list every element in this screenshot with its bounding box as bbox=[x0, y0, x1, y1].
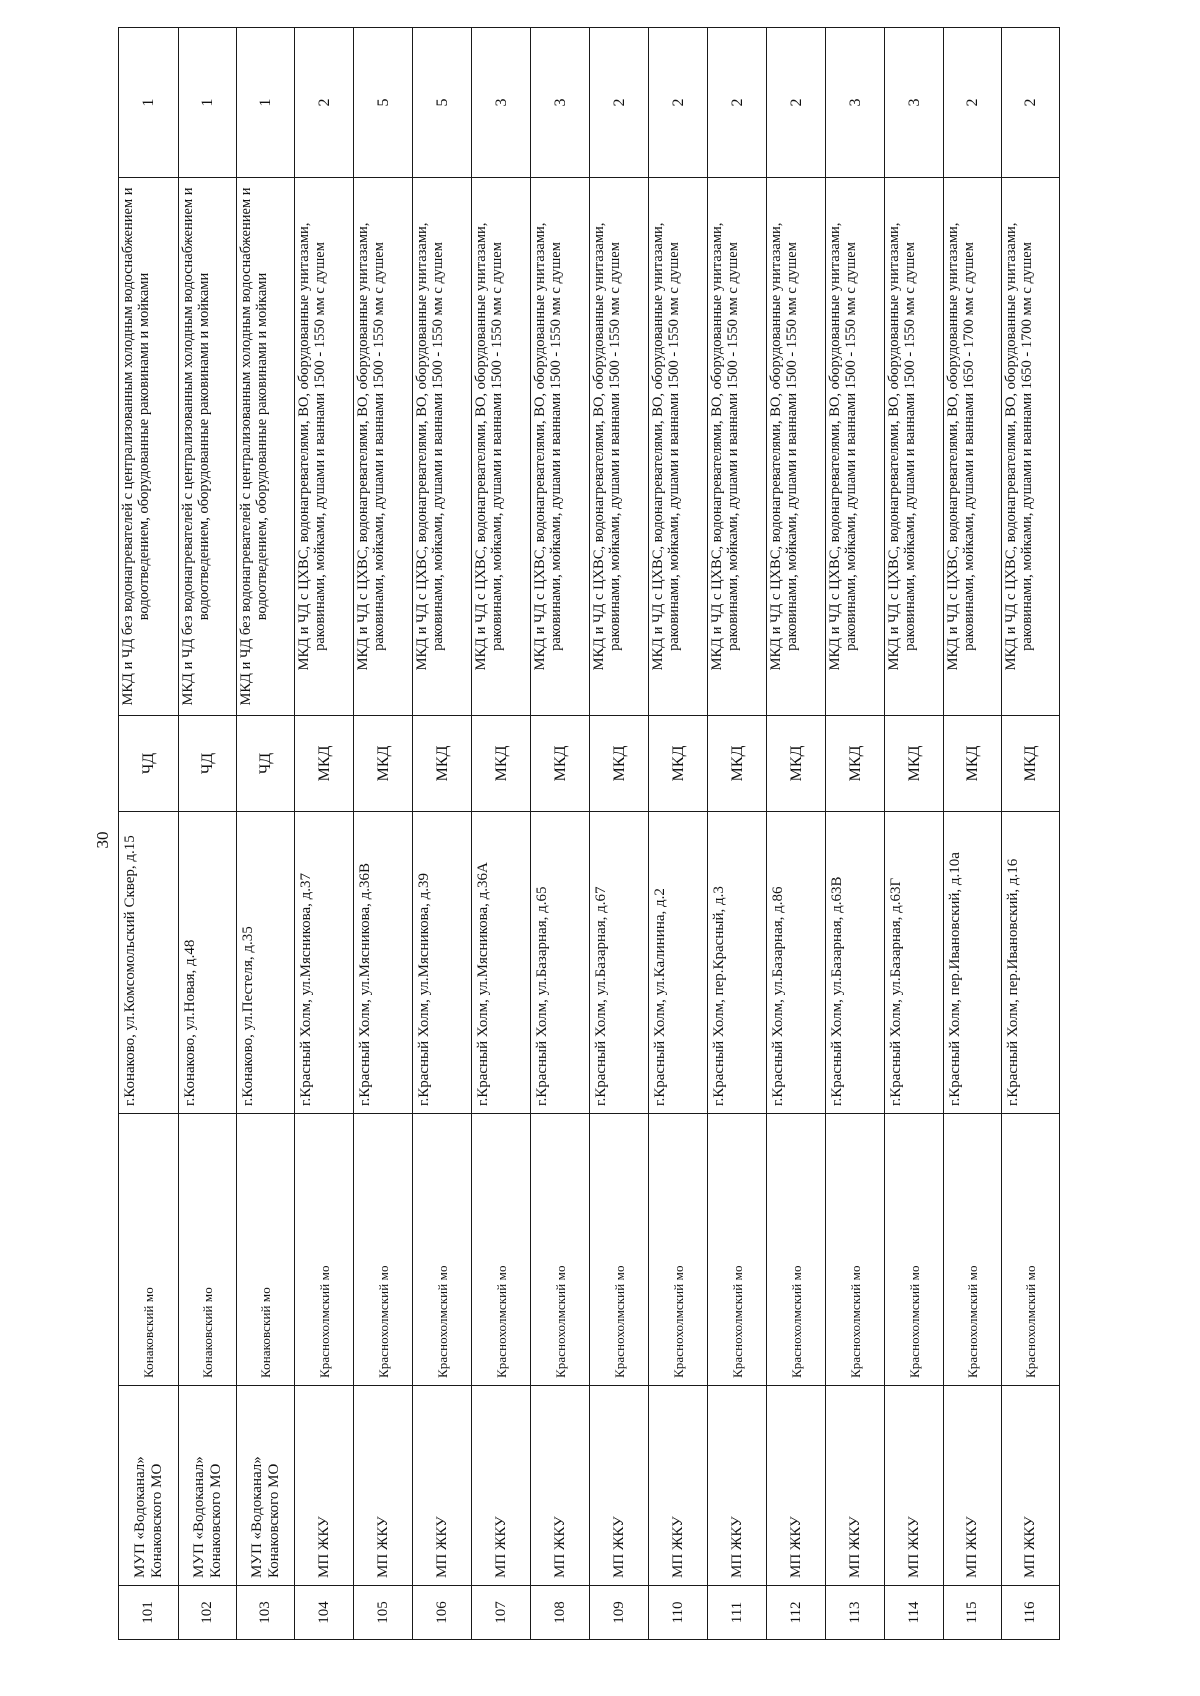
count-cell: 3 bbox=[472, 28, 531, 178]
equipment-description-cell: МКД и ЧД с ЦХВС, водонагревателями, ВО, оборудованные унитазами, раковинами, мойками, душами и ваннами 1500 - 1550 мм с душем bbox=[767, 178, 826, 716]
equipment-description-cell: МКД и ЧД без водонагревателей с централизованным холодным водоснабжением и водоотведением, оборудованные раковинами и мойками bbox=[237, 178, 295, 716]
row-number-cell: 112 bbox=[767, 1586, 826, 1640]
equipment-description-cell: МКД и ЧД с ЦХВС, водонагревателями, ВО, оборудованные унитазами, раковинами, мойками, душами и ваннами 1500 - 1550 мм с душем bbox=[885, 178, 944, 716]
address-cell: г.Красный Холм, ул.Базарная, д.63Г bbox=[885, 812, 944, 1114]
municipality-cell: Краснохолмский мо bbox=[354, 1114, 413, 1386]
table-row bbox=[944, 28, 1002, 1640]
equipment-description-cell: МКД и ЧД с ЦХВС, водонагревателями, ВО, оборудованные унитазами, раковинами, мойками, душами и ваннами 1500 - 1550 мм с душем bbox=[590, 178, 649, 716]
buildings-table bbox=[118, 27, 1060, 1640]
table-row bbox=[531, 28, 590, 1640]
table-row bbox=[413, 28, 472, 1640]
building-type-cell: МКД bbox=[649, 716, 708, 812]
table-row bbox=[237, 28, 295, 1640]
count-cell: 2 bbox=[649, 28, 708, 178]
organization-cell: МП ЖКУ bbox=[708, 1386, 767, 1586]
table-row bbox=[472, 28, 531, 1640]
row-number-cell: 109 bbox=[590, 1586, 649, 1640]
organization-cell: МП ЖКУ bbox=[354, 1386, 413, 1586]
address-cell: г.Конаково, ул.Пестеля, д.35 bbox=[237, 812, 295, 1114]
municipality-cell: Краснохолмский мо bbox=[885, 1114, 944, 1386]
equipment-description-cell: МКД и ЧД без водонагревателей с централизованным холодным водоснабжением и водоотведением, оборудованные раковинами и мойками bbox=[119, 178, 179, 716]
table-row bbox=[179, 28, 237, 1640]
address-cell: г.Красный Холм, пер.Красный, д.3 bbox=[708, 812, 767, 1114]
equipment-description-cell: МКД и ЧД без водонагревателей с централизованным холодным водоснабжением и водоотведением, оборудованные раковинами и мойками bbox=[179, 178, 237, 716]
count-cell: 2 bbox=[295, 28, 354, 178]
municipality-cell: Конаковский мо bbox=[237, 1114, 295, 1386]
row-number-cell: 105 bbox=[354, 1586, 413, 1640]
row-number-cell: 104 bbox=[295, 1586, 354, 1640]
organization-cell: МУП «Водоканал» Конаковского МО bbox=[119, 1386, 179, 1586]
table-row bbox=[295, 28, 354, 1640]
address-cell: г.Красный Холм, ул.Калинина, д.2 bbox=[649, 812, 708, 1114]
count-cell: 1 bbox=[237, 28, 295, 178]
address-cell: г.Красный Холм, пер.Ивановский, д.10а bbox=[944, 812, 1002, 1114]
row-number-cell: 101 bbox=[119, 1586, 179, 1640]
table-row bbox=[826, 28, 885, 1640]
equipment-description-cell: МКД и ЧД с ЦХВС, водонагревателями, ВО, оборудованные унитазами, раковинами, мойками, душами и ваннами 1650 - 1700 мм с душем bbox=[1002, 178, 1060, 716]
building-type-cell: МКД bbox=[590, 716, 649, 812]
building-type-cell: МКД bbox=[944, 716, 1002, 812]
count-cell: 2 bbox=[708, 28, 767, 178]
building-type-cell: ЧД bbox=[179, 716, 237, 812]
equipment-description-cell: МКД и ЧД с ЦХВС, водонагревателями, ВО, оборудованные унитазами, раковинами, мойками, душами и ваннами 1500 - 1550 мм с душем bbox=[531, 178, 590, 716]
rotated-table-wrapper bbox=[118, 28, 1058, 1640]
building-type-cell: МКД bbox=[826, 716, 885, 812]
address-cell: г.Красный Холм, ул.Базарная, д.63В bbox=[826, 812, 885, 1114]
equipment-description-cell: МКД и ЧД с ЦХВС, водонагревателями, ВО, оборудованные унитазами, раковинами, мойками, душами и ваннами 1500 - 1550 мм с душем bbox=[649, 178, 708, 716]
address-cell: г.Красный Холм, ул.Базарная, д.65 bbox=[531, 812, 590, 1114]
count-cell: 3 bbox=[826, 28, 885, 178]
row-number-cell: 111 bbox=[708, 1586, 767, 1640]
row-number-cell: 116 bbox=[1002, 1586, 1060, 1640]
organization-cell: МП ЖКУ bbox=[413, 1386, 472, 1586]
organization-cell: МП ЖКУ bbox=[767, 1386, 826, 1586]
municipality-cell: Краснохолмский мо bbox=[708, 1114, 767, 1386]
table-row bbox=[767, 28, 826, 1640]
organization-cell: МП ЖКУ bbox=[531, 1386, 590, 1586]
equipment-description-cell: МКД и ЧД с ЦХВС, водонагревателями, ВО, оборудованные унитазами, раковинами, мойками, душами и ваннами 1500 - 1550 мм с душем bbox=[295, 178, 354, 716]
building-type-cell: МКД bbox=[885, 716, 944, 812]
equipment-description-cell: МКД и ЧД с ЦХВС, водонагревателями, ВО, оборудованные унитазами, раковинами, мойками, душами и ваннами 1650 - 1700 мм с душем bbox=[944, 178, 1002, 716]
municipality-cell: Конаковский мо bbox=[179, 1114, 237, 1386]
organization-cell: МП ЖКУ bbox=[472, 1386, 531, 1586]
building-type-cell: МКД bbox=[295, 716, 354, 812]
building-type-cell: ЧД bbox=[237, 716, 295, 812]
municipality-cell: Краснохолмский мо bbox=[413, 1114, 472, 1386]
building-type-cell: МКД bbox=[531, 716, 590, 812]
organization-cell: МП ЖКУ bbox=[295, 1386, 354, 1586]
count-cell: 2 bbox=[1002, 28, 1060, 178]
row-number-cell: 113 bbox=[826, 1586, 885, 1640]
address-cell: г.Красный Холм, пер.Ивановский, д.16 bbox=[1002, 812, 1060, 1114]
organization-cell: МП ЖКУ bbox=[649, 1386, 708, 1586]
municipality-cell: Краснохолмский мо bbox=[1002, 1114, 1060, 1386]
organization-cell: МП ЖКУ bbox=[944, 1386, 1002, 1586]
equipment-description-cell: МКД и ЧД с ЦХВС, водонагревателями, ВО, оборудованные унитазами, раковинами, мойками, душами и ваннами 1500 - 1550 мм с душем bbox=[413, 178, 472, 716]
organization-cell: МУП «Водоканал» Конаковского МО bbox=[179, 1386, 237, 1586]
table-row bbox=[1002, 28, 1060, 1640]
table-row bbox=[119, 28, 179, 1640]
table-body bbox=[119, 28, 1060, 1640]
row-number-cell: 110 bbox=[649, 1586, 708, 1640]
count-cell: 3 bbox=[885, 28, 944, 178]
municipality-cell: Краснохолмский мо bbox=[649, 1114, 708, 1386]
row-number-cell: 107 bbox=[472, 1586, 531, 1640]
municipality-cell: Краснохолмский мо bbox=[767, 1114, 826, 1386]
table-row bbox=[590, 28, 649, 1640]
address-cell: г.Красный Холм, ул.Мясникова, д.37 bbox=[295, 812, 354, 1114]
municipality-cell: Конаковский мо bbox=[119, 1114, 179, 1386]
row-number-cell: 108 bbox=[531, 1586, 590, 1640]
municipality-cell: Краснохолмский мо bbox=[826, 1114, 885, 1386]
row-number-cell: 114 bbox=[885, 1586, 944, 1640]
address-cell: г.Красный Холм, ул.Мясникова, д.36А bbox=[472, 812, 531, 1114]
municipality-cell: Краснохолмский мо bbox=[590, 1114, 649, 1386]
table-row bbox=[649, 28, 708, 1640]
count-cell: 5 bbox=[354, 28, 413, 178]
equipment-description-cell: МКД и ЧД с ЦХВС, водонагревателями, ВО, оборудованные унитазами, раковинами, мойками, душами и ваннами 1500 - 1550 мм с душем bbox=[826, 178, 885, 716]
row-number-cell: 106 bbox=[413, 1586, 472, 1640]
row-number-cell: 102 bbox=[179, 1586, 237, 1640]
organization-cell: МП ЖКУ bbox=[1002, 1386, 1060, 1586]
count-cell: 2 bbox=[944, 28, 1002, 178]
organization-cell: МП ЖКУ bbox=[885, 1386, 944, 1586]
building-type-cell: МКД bbox=[472, 716, 531, 812]
building-type-cell: МКД bbox=[767, 716, 826, 812]
count-cell: 1 bbox=[179, 28, 237, 178]
count-cell: 3 bbox=[531, 28, 590, 178]
municipality-cell: Краснохолмский мо bbox=[531, 1114, 590, 1386]
equipment-description-cell: МКД и ЧД с ЦХВС, водонагревателями, ВО, оборудованные унитазами, раковинами, мойками, душами и ваннами 1500 - 1550 мм с душем bbox=[472, 178, 531, 716]
building-type-cell: МКД bbox=[708, 716, 767, 812]
table-row bbox=[708, 28, 767, 1640]
equipment-description-cell: МКД и ЧД с ЦХВС, водонагревателями, ВО, оборудованные унитазами, раковинами, мойками, душами и ваннами 1500 - 1550 мм с душем bbox=[354, 178, 413, 716]
count-cell: 5 bbox=[413, 28, 472, 178]
count-cell: 1 bbox=[119, 28, 179, 178]
address-cell: г.Красный Холм, ул.Базарная, д.86 bbox=[767, 812, 826, 1114]
page-number: 30 bbox=[93, 831, 112, 849]
municipality-cell: Краснохолмский мо bbox=[472, 1114, 531, 1386]
municipality-cell: Краснохолмский мо bbox=[944, 1114, 1002, 1386]
building-type-cell: МКД bbox=[1002, 716, 1060, 812]
count-cell: 2 bbox=[767, 28, 826, 178]
organization-cell: МУП «Водоканал» Конаковского МО bbox=[237, 1386, 295, 1586]
address-cell: г.Конаково, ул.Комсомольский Сквер, д.15 bbox=[119, 812, 179, 1114]
building-type-cell: МКД bbox=[413, 716, 472, 812]
equipment-description-cell: МКД и ЧД с ЦХВС, водонагревателями, ВО, оборудованные унитазами, раковинами, мойками, душами и ваннами 1500 - 1550 мм с душем bbox=[708, 178, 767, 716]
row-number-cell: 115 bbox=[944, 1586, 1002, 1640]
building-type-cell: ЧД bbox=[119, 716, 179, 812]
address-cell: г.Конаково, ул.Новая, д.48 bbox=[179, 812, 237, 1114]
organization-cell: МП ЖКУ bbox=[826, 1386, 885, 1586]
table-row bbox=[885, 28, 944, 1640]
row-number-cell: 103 bbox=[237, 1586, 295, 1640]
municipality-cell: Краснохолмский мо bbox=[295, 1114, 354, 1386]
address-cell: г.Красный Холм, ул.Мясникова, д.39 bbox=[413, 812, 472, 1114]
address-cell: г.Красный Холм, ул.Базарная, д.67 bbox=[590, 812, 649, 1114]
organization-cell: МП ЖКУ bbox=[590, 1386, 649, 1586]
building-type-cell: МКД bbox=[354, 716, 413, 812]
address-cell: г.Красный Холм, ул.Мясникова, д.36В bbox=[354, 812, 413, 1114]
count-cell: 2 bbox=[590, 28, 649, 178]
table-row bbox=[354, 28, 413, 1640]
